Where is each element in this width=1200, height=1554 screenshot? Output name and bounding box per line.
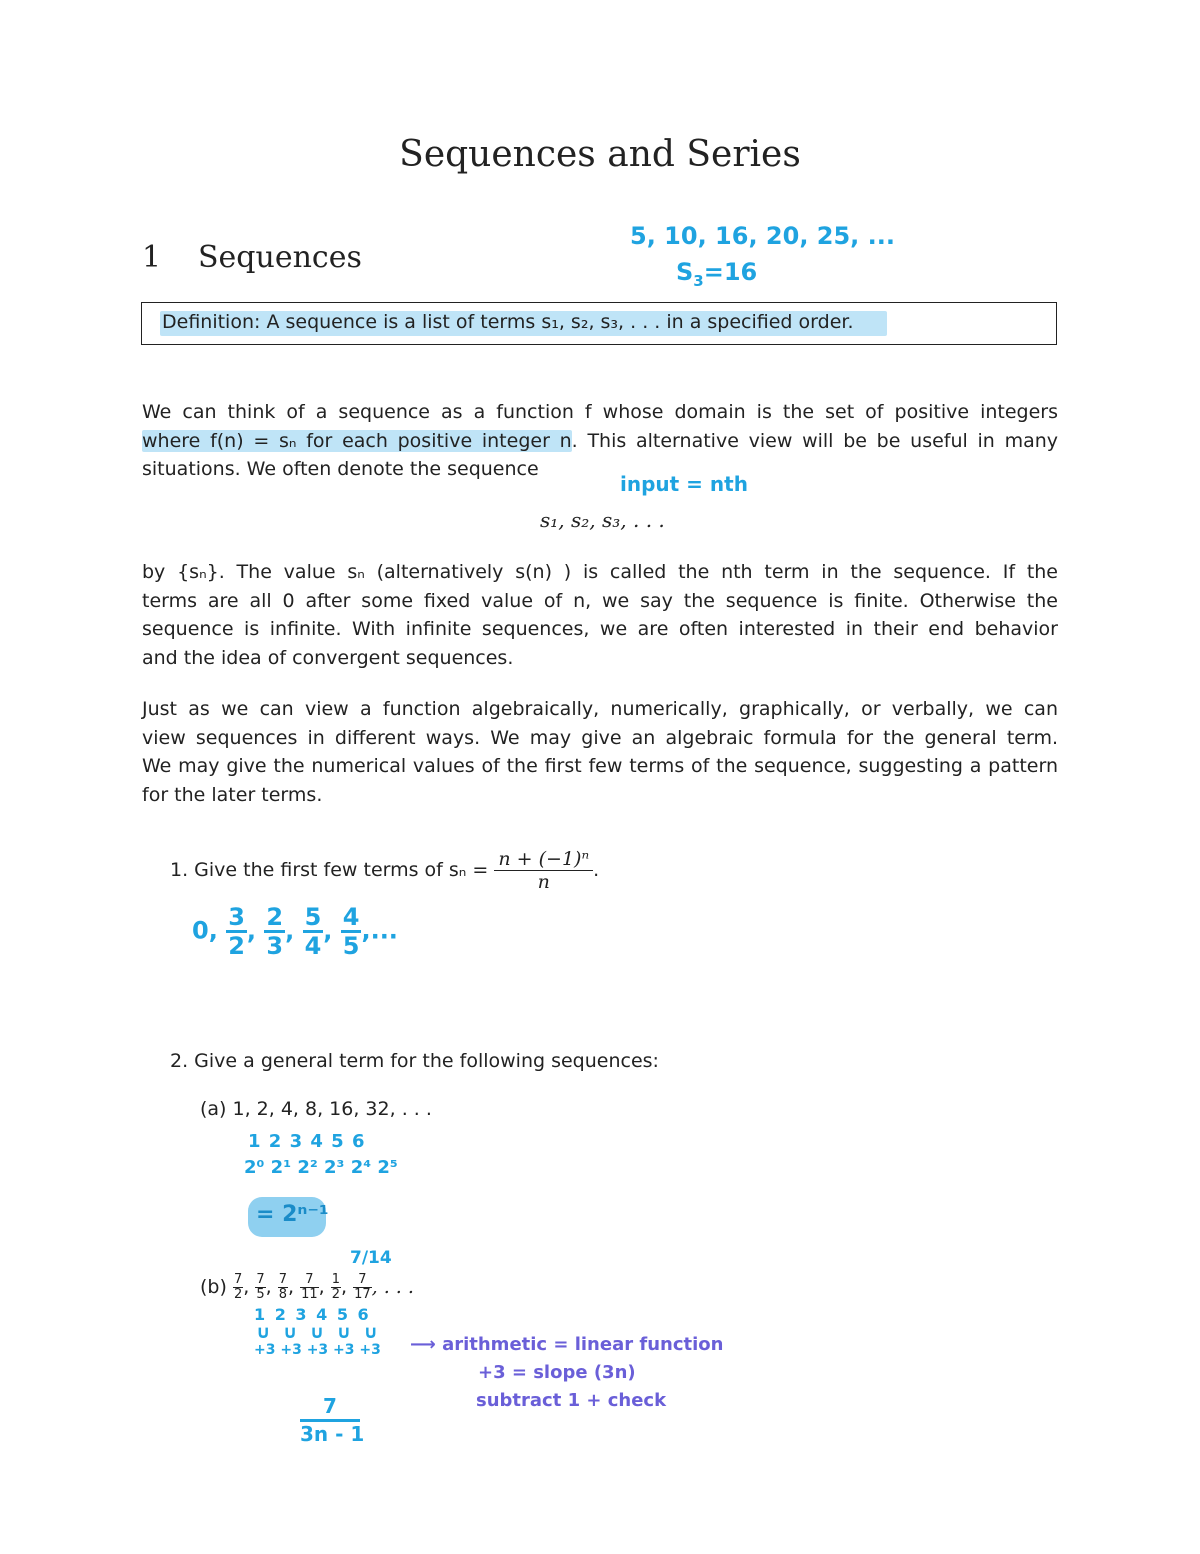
para2-line3: sequence is infinite. With infinite sequences, we are often interested in their end behavior: [142, 618, 1058, 640]
question-1: 1. Give the first few terms of sₙ = $\frac{\text{n + (−1)ⁿ}}{n}$ .: [170, 848, 600, 893]
para2-line1: by {sₙ}. The value sₙ (alternatively s(n) ) is called the nth term in the sequence. If the: [142, 561, 1058, 583]
para3-line1: Just as we can view a function algebraically, numerically, graphically, or verbally, we can: [142, 698, 1058, 720]
para3-line4: for the later terms.: [142, 783, 323, 806]
handwritten-2a-answer: = 2ⁿ⁻¹: [256, 1202, 329, 1227]
handwritten-sequence-note: 5, 10, 16, 20, 25, ...: [630, 222, 896, 250]
handwritten-2b-note-3: subtract 1 + check: [476, 1390, 667, 1411]
question-2b: (b) $\frac{7}{2}$ , $\frac{7}{5}$ , $\frac{7}{8}$ , $\frac{7}{11}$ , $\frac{1}{2}$ , $\frac{7}{17}$ , . . .: [200, 1272, 414, 1302]
para1-line3: situations. We often denote the sequence: [142, 458, 539, 480]
sequence-fraction: $\frac{7}{8}$: [278, 1272, 287, 1302]
para2-line2: terms are all 0 after some fixed value of n, we say the sequence is finite. Otherwise the: [142, 589, 1058, 612]
handwritten-fraction: $\frac{5}{4}$: [304, 903, 322, 960]
handwritten-2a-index: 1 2 3 4 5 6: [248, 1131, 366, 1152]
handwritten-fraction: $\frac{3}{2}$: [228, 903, 245, 960]
display-sequence: s₁, s₂, s₃, . . .: [540, 508, 665, 532]
sequence-fraction: $\frac{1}{2}$: [331, 1272, 340, 1302]
section-number: 1: [142, 240, 162, 275]
handwritten-fraction: $\frac{2}{3}$: [266, 903, 284, 960]
paragraph-views: [142, 695, 1058, 809]
handwritten-q1-answer: 0, $\frac{3}{2}$ , $\frac{2}{3}$ , $\frac{5}{4}$ , $\frac{4}{5}$ ,...: [192, 903, 398, 960]
definition-text: Definition: A sequence is a list of terms s₁, s₂, s₃, . . . in a specified order.: [162, 311, 854, 333]
sequence-fraction: $\frac{7}{11}$: [301, 1272, 318, 1302]
para2-line4: and the idea of convergent sequences.: [142, 646, 514, 669]
handwritten-2b-note-2: +3 = slope (3n): [478, 1362, 636, 1383]
handwritten-input-note: input = nth: [620, 472, 748, 496]
handwritten-fraction: $\frac{4}{5}$: [342, 903, 360, 960]
handwritten-2b-note-1: ⟶ arithmetic = linear function: [410, 1334, 724, 1355]
para1-line2: where f(n) = sₙ for each positive integer n. This alternative view will be be useful in many: [142, 429, 1059, 452]
handwritten-2b-arcs: ∪ ∪ ∪ ∪ ∪: [256, 1322, 382, 1343]
section-title: Sequences: [198, 240, 362, 275]
sequence-fraction: $\frac{7}{17}$: [354, 1272, 371, 1302]
question-2-label: 2. Give a general term for the following sequences:: [170, 1050, 659, 1072]
page-title: Sequences and Series: [399, 134, 801, 175]
para3-line3: We may give the numerical values of the first few terms of the sequence, suggesting a pattern: [142, 755, 1058, 777]
question-2b-label: (b): [200, 1276, 227, 1298]
handwritten-2b-diffs: +3 +3 +3 +3 +3: [254, 1342, 381, 1358]
handwritten-2a-powers: 2⁰ 2¹ 2² 2³ 2⁴ 2⁵: [244, 1157, 398, 1178]
sequence-fraction: $\frac{7}{2}$: [233, 1272, 243, 1302]
para1-line1: We can think of a sequence as a function f whose domain is the set of positive integers: [142, 401, 1058, 423]
handwritten-2b-index: 1 2 3 4 5 6: [254, 1305, 371, 1324]
question-1-fraction: $\frac{\text{n + (−1)ⁿ}}{n}$: [494, 848, 593, 893]
para3-line2: view sequences in different ways. We may give an algebraic formula for the general term.: [142, 726, 1058, 749]
question-2a-label: (a) 1, 2, 4, 8, 16, 32, . . .: [200, 1098, 432, 1120]
paragraph-function-view: [142, 398, 1058, 484]
handwritten-s3-note: $S_3=16$: [676, 258, 758, 290]
paragraph-nth-term: [142, 558, 1058, 672]
handwritten-2b-answer: 7 3n - 1: [300, 1394, 365, 1446]
sequence-fraction: $\frac{7}{5}$: [256, 1272, 265, 1302]
handwritten-2b-top-note: 7/14: [350, 1248, 392, 1268]
highlighted-text: where f(n) = sₙ for each positive integer n: [142, 429, 572, 452]
question-1-label: 1. Give the first few terms of sₙ =: [170, 859, 489, 881]
